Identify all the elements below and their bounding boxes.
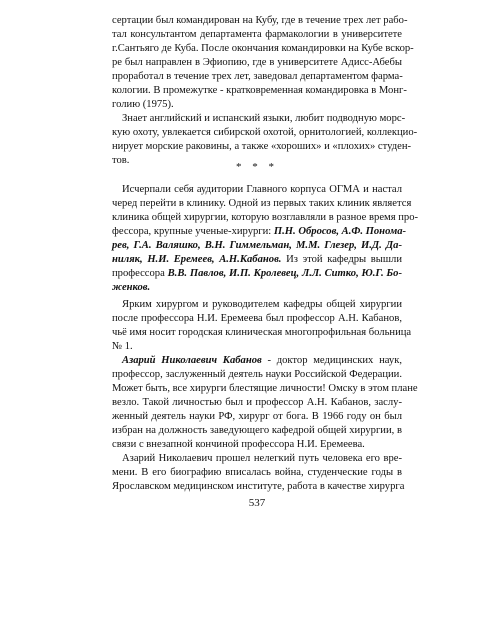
text-line: Знает английский и испанский языки, любит подводную морс- [122, 113, 406, 124]
text-line: фессора, крупные ученые-хирурги: П.Н. Обросов, А.Ф. Понома- [112, 226, 407, 237]
text-line: сертации был командирован на Кубу, где в течение трех лет рабо- [112, 15, 408, 26]
text-line: Ярким хирургом и руководителем кафедры общей хирургии [122, 299, 402, 310]
text-line: г.Сантьяго де Куба. После окончания командировки на Кубе вскор- [112, 43, 414, 54]
text-line: профессора В.В. Павлов, И.П. Кролевец, Л.Л. Ситко, Ю.Г. Бо- [112, 268, 402, 279]
text-line: Азарий Николаевич Кабанов - доктор медицинских наук, [122, 355, 402, 366]
text-line: везло. Такой личностью был и профессор А.Н. Кабанов, заслу- [112, 397, 402, 408]
text-line: Азарий Николаевич прошел нелегкий путь человека его вре- [122, 453, 402, 464]
text-line: чьё имя носит городская клиническая многопрофильная больница [112, 327, 412, 338]
text-line: № 1. [112, 341, 133, 352]
text-line: связи с внезапной кончиной профессора Н.И. Еремеева. [112, 439, 365, 450]
text-line: рев, Г.А. Валяшко, В.Н. Гиммельман, М.М. Глезер, И.Д. Да- [112, 240, 402, 251]
text-line: Исчерпали себя аудитории Главного корпуса ОГМА и настал [122, 184, 402, 195]
text-line: избран на должность заведующего кафедрой общей хирургии, в [112, 425, 402, 436]
text-line: женков. [112, 282, 151, 293]
text-line: черед перейти в клинику. Одной из первых таких клиник является [112, 198, 412, 209]
text-line: проработал в течение трех лет, заведовал департаментом фарма- [112, 71, 403, 82]
text-line: Может быть, все хирурги блестящие личности! Омску в этом плане [112, 383, 418, 394]
text-line: женный деятель науки РФ, хирург от бога. В 1966 году он был [112, 411, 402, 422]
text-line: Ярославском медицинском институте, работа в качестве хирурга [112, 481, 405, 492]
page-number: 537 [248, 497, 266, 509]
text-line: ре был направлен в Эфиопию, где в университете Адисс-Абебы [112, 57, 402, 68]
text-line: голию (1975). [112, 99, 174, 110]
text-line: после профессора Н.И. Еремеева был профессор А.Н. Кабанов, [112, 313, 402, 324]
text-line: мени. В его биографию вписалась война, студенческие годы в [112, 467, 402, 478]
text-line: ниляк, Н.И. Еремеев, А.Н.Кабанов. Из этой кафедры вышли [112, 254, 402, 265]
text-line: профессор, заслуженный деятель науки Российской Федерации. [112, 369, 402, 380]
text-line: нирует морские раковины, а также «хороших» и «плохих» студен- [112, 141, 412, 152]
text-line: кую охоту, увлекается сибирской охотой, орнитологией, коллекцио- [112, 127, 418, 138]
text-line: тал консультантом департамента фармакологии в университете [112, 29, 402, 40]
section-separator: * * * [236, 161, 278, 173]
text-line: кологии. В промежутке - кратковременная командировка в Монг- [112, 85, 407, 96]
text-line: тов. [112, 155, 130, 166]
text-line: клиника общей хирургии, которую возглавляли в разное время про- [112, 212, 419, 223]
